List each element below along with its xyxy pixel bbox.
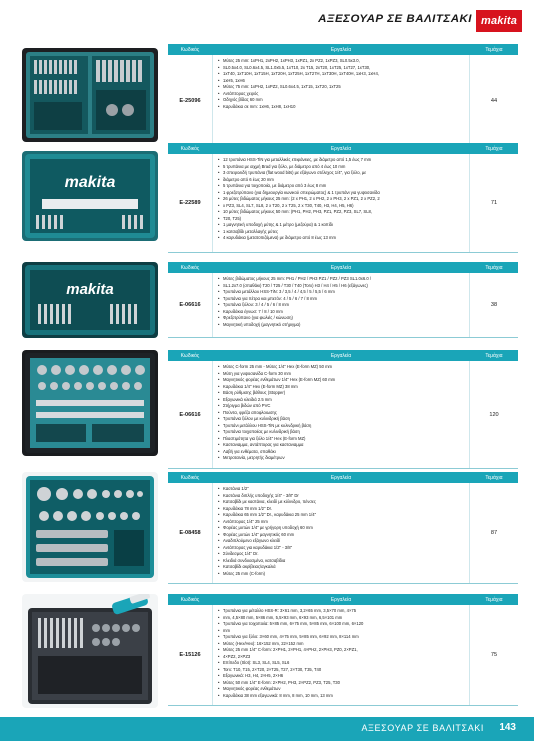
column-code: Κωδικός (180, 596, 200, 603)
product-image-graphic (22, 350, 158, 456)
desc-item: • Φορέας μυτών 1/4" με γρήγορη υποδοχή 60 mm (223, 525, 465, 532)
desc-item: • Εξαγωνικά: H3, H4, 2×H5, 2×H6 (223, 673, 465, 680)
desc-item: • Τρυπάνια ξύλου: 3 / 4 / 5 / 6 / 8 mm (223, 302, 465, 309)
table-header (168, 262, 518, 273)
desc-item: • Μύτες 25 mm: 1xPH1, 2xPH2, 1xPH3, 1xPZ1, 2x PZ2, 1xPZ3, SL0.5x3.0, (223, 58, 465, 65)
product-image-graphic (22, 48, 158, 142)
desc-item-cont: • διάμετρο από 6 έως 20 mm (223, 177, 465, 184)
desc-item: • Αναδιπλούμενο εξάγωνο κλειδί (223, 538, 465, 545)
desc-item-cont: • 1xH5, 1xH6 (223, 78, 465, 85)
product-image-graphic (22, 472, 158, 582)
desc-item: • 5 τρυπάνια για τοιχοποιία, με διάμετρο από 3 έως 8 mm (223, 183, 465, 190)
table-row (168, 55, 518, 148)
desc-item-cont: • mm (223, 628, 465, 635)
desc-item: • Τρυπάνια για μέταλλο HSS-R: 3×61 mm, 3,2×65 mm, 3,5×70 mm, 4×75 (223, 608, 465, 615)
desc-item: • Εξαγωνικά κλειδιά 2.5 mm (223, 397, 465, 404)
desc-item: • Μαγνητικός φορέας ενθεμάτων (223, 686, 465, 693)
desc-item-cont: • 4×PZ2, 2×PZ3 (223, 654, 465, 661)
desc-item: • Οδηγός βίδας 60 mm (223, 97, 465, 104)
product-qty: 71 (469, 154, 518, 252)
table-row (168, 605, 518, 706)
desc-item: • 3 σπειροειδή τρυπάνια (flat wood bits) με εξάγωνο στέλεχος 1/4", για ξύλο, με (223, 170, 465, 177)
desc-item: • Μύτες 75 mm: 1xPH2, 1xPZ2, SL0.6x4.5, 1xT15, 1xT20, 1xT25 (223, 84, 465, 91)
product-desc (213, 154, 469, 252)
product-qty: 87 (469, 483, 518, 583)
desc-item: • Επίπεδο (Slot): SL3, SL4, SL5, SL6 (223, 660, 465, 667)
desc-item: • 4 καρυδάκια (μετατοπιζόμενα) με διάμετρο από 8 έως 13 mm (223, 235, 465, 242)
desc-item: • Τρυπάνια για τοιχοποιία: 5×85 mm, 6×75 mm, 5×85 mm, 6×100 mm, 6×120 (223, 621, 465, 628)
page-footer (0, 717, 534, 741)
desc-item: • Καστανιαμμα, αντάπτορας για καστανιαμμα (223, 442, 465, 449)
product-table (168, 472, 518, 584)
table-row (168, 361, 518, 469)
desc-item-cont: • mm, 4,5×80 mm, 5×86 mm, 5,5×93 mm, 6×93 mm, 6,5×101 mm (223, 615, 465, 622)
table-header (168, 350, 518, 361)
product-table (168, 143, 518, 253)
desc-item: • Μύτες 25 mm 1/4" C-form: 2×PH1, 2×PH1, 4×PH2, 2×PH3, PZ0, 2×PZ1, (223, 647, 465, 654)
product-qty: 75 (469, 605, 518, 705)
product-table (168, 262, 518, 338)
column-qty: Τεμάχια (485, 596, 503, 603)
desc-item: • Μύτες C-form 25 mm - Μύτες 1/4" Hex (E-form MZ) 50 mm (223, 364, 465, 371)
desc-item: • Κατσαβίδι με καστάνια, κλειδί με κύλινδρο, πένσες (223, 499, 465, 506)
product-image-graphic (22, 594, 158, 708)
desc-item: • Τρυπάνια μετάλλου HSS-TiN: 3 / 3,5 / 4 / 4,5 / 5 / 5,5 / 6 mm (223, 289, 465, 296)
product-desc (213, 605, 469, 705)
product-code: E-08458 (168, 483, 213, 583)
page-header (0, 10, 534, 36)
product-table (168, 44, 518, 148)
table-header (168, 594, 518, 605)
product-qty: 38 (469, 273, 518, 337)
column-qty: Τεμάχια (485, 264, 503, 271)
page-title: ΑΞΕΣΟΥΑΡ ΣΕ ΒΑΛΙΤΣΑΚΙ (318, 13, 472, 25)
desc-item: • Φορέας μυτών 1/4" μαγνητικός 60 mm (223, 532, 465, 539)
svg-text:makita: makita (66, 281, 114, 298)
desc-item: • Τρυπάνια για ξύλο: 3×60 mm, 4×75 mm, 5×85 mm, 6×92 mm, 8×114 mm (223, 634, 465, 641)
desc-item: • 26 μύτες βιδώματος μήκους 25 mm: (2 x PH1, 2 x PH2, 2 x PH3, 2 x PZ1, 2 x PZ2, 2 (223, 196, 465, 203)
product-table (168, 594, 518, 706)
desc-item: • Μύτες βιδώματος μήκους 25 mm: PH1 / PH2 / PH3 PZ1 / PZ2 / PZ3 SL1.0x6.0 / (223, 276, 465, 283)
desc-item-cont: • SL0.5x4.0, SL0.6x4.5, SL1.0x5.5, 1xT10, 2x T15, 2xT20, 1xT25, 1xT27, 1xT30, (223, 65, 465, 72)
product-image-graphic (22, 151, 158, 241)
table-row (168, 483, 518, 584)
product-image (22, 262, 158, 338)
column-desc: Εργαλεία (330, 145, 352, 152)
column-code: Κωδικός (180, 46, 200, 53)
product-image (22, 594, 158, 708)
product-code: E-25096 (168, 55, 213, 147)
table-header (168, 472, 518, 483)
product-desc (213, 273, 469, 337)
desc-item: • Καστάνια διπλής υποδοχής 1/4" - 3/8" Dr (223, 493, 465, 500)
desc-item: • 12 τρυπάνια HSS-TiN για μεταλλικές επιφάνειες, με διάμετρο από 1,5 έως 7 mm (223, 157, 465, 164)
column-code: Κωδικός (180, 264, 200, 271)
makita-logo: makita (476, 10, 522, 32)
table-header (168, 143, 518, 154)
column-qty: Τεμάχια (485, 145, 503, 152)
column-code: Κωδικός (180, 352, 200, 359)
desc-item: • Κατσαβίδι ακρίβειας/αγκαλιά (223, 564, 465, 571)
desc-item: • 5 τρυπάνια με αιχμή Brad για ξύλο, με διάμετρο από 4 έως 10 mm (223, 164, 465, 171)
desc-item: • Μύτες 25 mm (C-form) (223, 571, 465, 578)
column-desc: Εργαλεία (330, 46, 352, 53)
desc-item: • Τρυπάνι μετάλλου HSS-TiN με κυλινδρική βάση (223, 423, 465, 430)
desc-item: • Καστάνια 1/2" (223, 486, 465, 493)
product-desc (213, 483, 469, 583)
desc-item-cont: • SL1.2x7.0 (σπαθάκι) T20 / T25 / T30 / T40 (Torx) H3 / H4 / H5 / H6 (εξάγωνες) (223, 283, 465, 290)
desc-item: • Καρυδάκια 78 mm 1/2" Dr. (223, 506, 465, 513)
column-desc: Εργαλεία (330, 352, 352, 359)
column-qty: Τεμάχια (485, 352, 503, 359)
product-image (22, 151, 158, 241)
desc-item-cont: • 1xT40, 1xT10H, 1xT15H, 1xT20H, 1xT25H, 1xT27H, 1xT30H, 1xT40H, 1xH3, 1xH4, (223, 71, 465, 78)
desc-item: • Πλαστιμότητα για ξύλο 1/4" Hex (E-form MZ) (223, 436, 465, 443)
product-image (22, 350, 158, 456)
desc-item: • Μαγνητικός φορέας ενθεμάτων 1/4" Hex (E-form MZ) 60 mm (223, 377, 465, 384)
desc-item: • Τρυπάνια για πέτρα και μπετόν: 4 / 5 / 6 / 7 / 8 mm (223, 296, 465, 303)
product-desc (213, 361, 469, 468)
desc-item: • 1 φρεζοτρύπανο (για δημιουργία κωνικού σπειρώματος) & 1 τρυπάνι για γυψοσανίδα (223, 190, 465, 197)
product-table (168, 350, 518, 469)
desc-item: • Λαβή για ενθέματα, σπαθάκι (223, 449, 465, 456)
desc-item: • Βάση ρύθμισης βάθους (Stopper) (223, 390, 465, 397)
desc-item: • Μύτες (Hex/Hex): 16×152 mm, 22×152 mm (223, 641, 465, 648)
product-code: E-22589 (168, 154, 213, 252)
desc-item: • Αντάπτορας χειρός (223, 91, 465, 98)
table-row (168, 273, 518, 338)
desc-item: • Αντάπτορας 1/4" 25 mm (223, 519, 465, 526)
desc-item: • Μύτη για γυψοσανίδα C-form 30 mm (223, 371, 465, 378)
desc-item-cont: • x PZ3, SL4, SL7, SL8, 2 x T20, 2 x T25, 2 x T30, T40, H3, H4, H5, H6) (223, 203, 465, 210)
desc-item: • Τρυπάνια ξύλου με κυλινδρική βάση (223, 416, 465, 423)
desc-item: • Καρυδάκια 38 mm εξαγωνικά: 8 mm, 8 mm, 10 mm, 13 mm (223, 693, 465, 700)
page-number: 143 (499, 722, 516, 733)
desc-item: • Μαγνητική υποδοχή (μαγνητικό στήριγμα) (223, 322, 465, 329)
desc-item: • Torx: T10, T15, 2×T20, 2×T25, T27, 2×T30, T35, T40 (223, 667, 465, 674)
desc-item: • Αντάπτορας για καρυδάκια 1/2" - 3/8" (223, 545, 465, 552)
column-desc: Εργαλεία (330, 596, 352, 603)
product-code: E-15126 (168, 605, 213, 705)
desc-item: • Μετροταινία, μετρητής διαμέτρων (223, 455, 465, 462)
footer-section-title: ΑΞΕΣΟΥΑΡ ΣΕ ΒΑΛΙΤΣΑΚΙ (361, 723, 484, 733)
desc-item: • 1 κατσαβίδι μεταλλαγής μύτες (223, 229, 465, 236)
desc-item: • Σύνδεσμος 1/4" Dr. (223, 551, 465, 558)
table-row (168, 154, 518, 253)
desc-item: • 10 μύτες βιδώματος μήκους 50 mm: (PH1, PH2, PH3, PZ1, PZ2, PZ3, SL7, SL8, (223, 209, 465, 216)
column-desc: Εργαλεία (330, 474, 352, 481)
product-image-graphic (22, 262, 158, 338)
column-qty: Τεμάχια (485, 474, 503, 481)
desc-item: • Τρυπάνια τοιχοποιίας με κυλινδρική βάση (223, 429, 465, 436)
product-code: E-06616 (168, 273, 213, 337)
desc-item: • Μύτες 50 mm 1/4" E-form: 2×PH2, PH3, 2×PZ2, PZ3, T25, T30 (223, 680, 465, 687)
column-code: Κωδικός (180, 474, 200, 481)
product-image (22, 472, 158, 582)
column-code: Κωδικός (180, 145, 200, 152)
product-image (22, 48, 158, 142)
desc-item: • 1 μαγνητική υποδοχή μύτης & 1 μέτρο (μεζούρα) & 1 κοπίδι (223, 222, 465, 229)
product-code: E-06616 (168, 361, 213, 468)
svg-text:makita: makita (64, 174, 116, 191)
desc-item: • Φρεζοτρύπανο (για φωλιές / κώνωση) (223, 315, 465, 322)
column-qty: Τεμάχια (485, 46, 503, 53)
desc-item: • Καρυδάκια 1/4" Hex (E-form MZ) 38 mm (223, 384, 465, 391)
desc-item: • Καρυδάκια έγνωσ: 7 / 8 / 10 mm (223, 309, 465, 316)
desc-item: • Καρυδάκια 65 mm 1/2" Dr., καρυδάκια 25 mm 1/4" (223, 512, 465, 519)
column-desc: Εργαλεία (330, 264, 352, 271)
desc-item: • Στήριγμα βιδών από PVC (223, 403, 465, 410)
desc-item: • Καρυδάκια σε mm: 1xH6, 1xH8, 1xH10 (223, 104, 465, 111)
product-qty: 44 (469, 55, 518, 147)
table-header (168, 44, 518, 55)
desc-item-cont: • T20, T25) (223, 216, 465, 223)
desc-item: • Πούντα, φρέζα αποφλοιωσης (223, 410, 465, 417)
product-qty: 120 (469, 361, 518, 468)
desc-item: • Κλειδιά συνδυασμένα, κατσαβίδια (223, 558, 465, 565)
product-desc (213, 55, 469, 147)
